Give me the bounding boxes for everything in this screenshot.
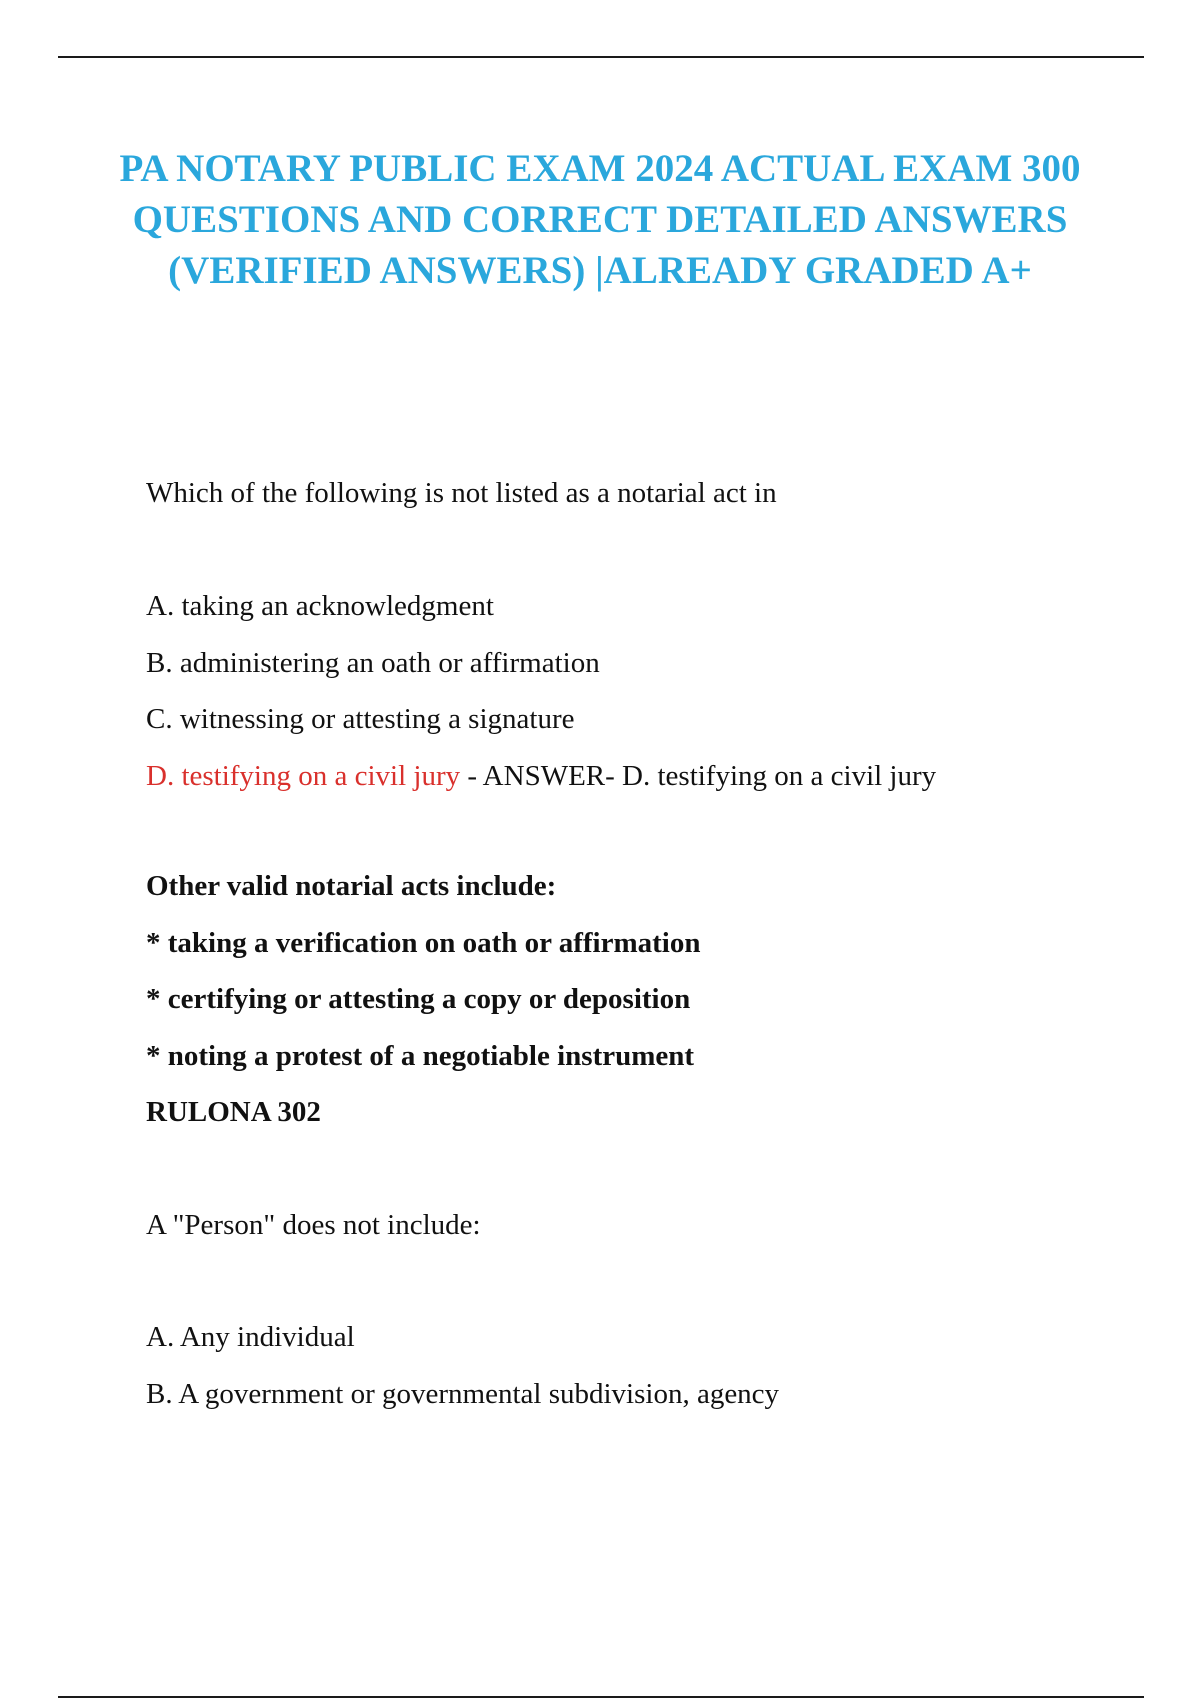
question-1-option-a: A. taking an acknowledgment [146,590,494,622]
question-1-option-b: B. administering an oath or affirmation [146,647,600,679]
bottom-rule [58,1696,1144,1698]
question-2-prompt: A "Person" does not include: [146,1209,481,1241]
explanation-reference: RULONA 302 [146,1096,321,1128]
question-1-option-c: C. witnessing or attesting a signature [146,703,575,735]
question-2-option-b: B. A government or governmental subdivision, agency [146,1378,780,1410]
top-rule [58,56,1144,58]
explanation-heading: Other valid notarial acts include: [146,870,557,902]
question-1-correct-option: D. testifying on a civil jury [146,760,461,792]
explanation-item-1: * taking a verification on oath or affirmation [146,927,701,959]
question-1-answer-text: - ANSWER- D. testifying on a civil jury [460,760,937,792]
explanation-item-3: * noting a protest of a negotiable instrument [146,1040,695,1072]
question-1-prompt: Which of the following is not listed as a notarial act in [146,477,777,509]
question-2-option-a: A. Any individual [146,1321,355,1353]
document-title: PA NOTARY PUBLIC EXAM 2024 ACTUAL EXAM 300 QUESTIONS AND CORRECT DETAILED ANSWERS (VERIFIED ANSWERS) |ALREADY GRADED A+ [119,147,1081,292]
question-1-answer-line [146,758,936,794]
explanation-item-2: * certifying or attesting a copy or deposition [146,983,691,1015]
